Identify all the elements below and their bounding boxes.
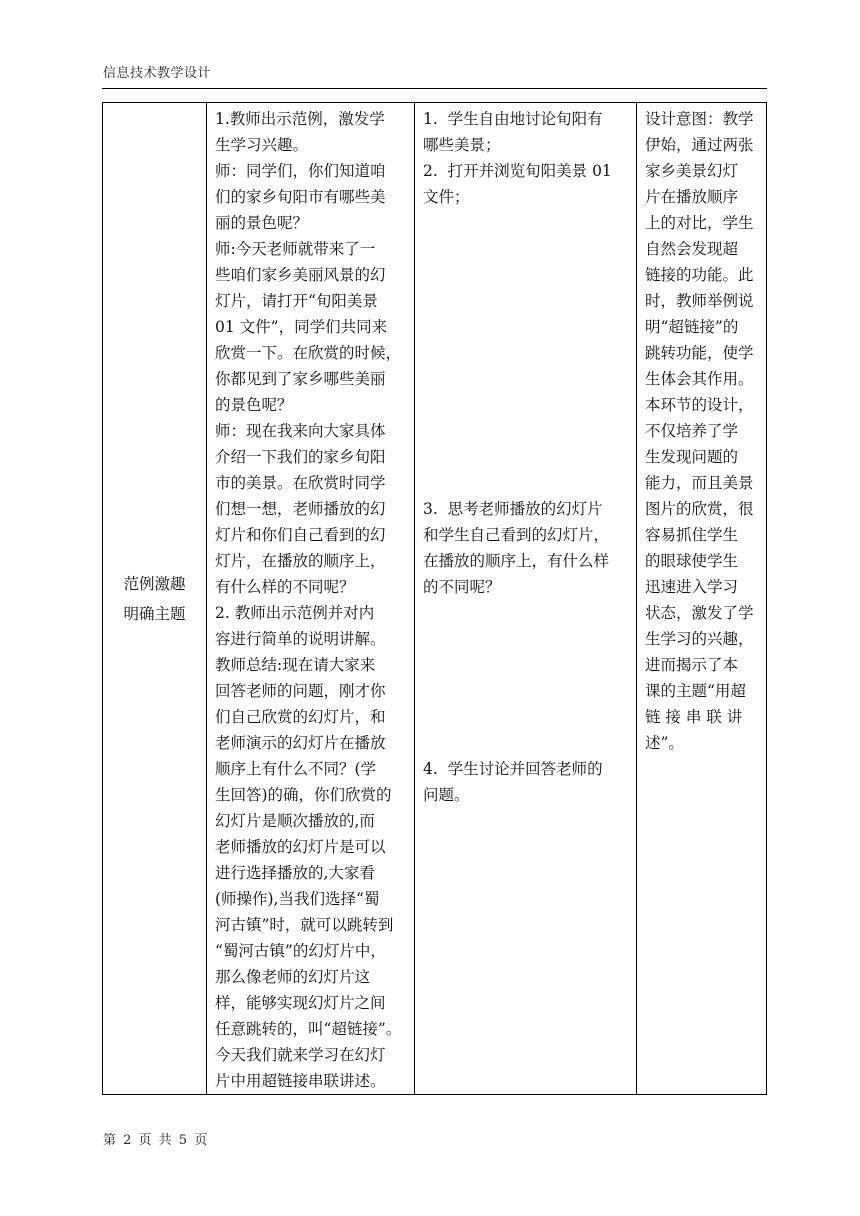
cell-text-line: 样，能够实现幻灯片之间: [215, 994, 386, 1012]
cell-text-line: 片中用超链接串联讲述。: [215, 1072, 386, 1090]
cell-text-line: [423, 444, 630, 470]
cell-text-line: 市的美景。在欣赏时同学: [215, 474, 386, 492]
cell-text-line: 们自己欣赏的幻灯片，和: [215, 708, 386, 726]
cell-text-line: [423, 678, 630, 704]
stage-cell: [103, 103, 207, 1095]
cell-text-line: 丽的景色呢？: [215, 214, 309, 232]
cell-text-line: [423, 262, 630, 288]
page-number-footer: 第 2 页 共 5 页: [103, 1133, 208, 1148]
cell-text-line: [423, 600, 630, 626]
cell-text-line: 河古镇”时，就可以跳转到: [215, 916, 394, 934]
cell-text-line: [423, 210, 630, 236]
cell-text-line: “蜀河古镇”的幻灯片中，: [215, 942, 386, 960]
cell-text-line: [423, 366, 630, 392]
cell-text-line: 设计意图：教学: [645, 110, 754, 128]
cell-text-line: [423, 652, 630, 678]
cell-text-line: 你都见到了家乡哪些美丽: [215, 370, 386, 388]
cell-text-line: 链 接 串 联 讲: [645, 708, 743, 726]
cell-text-line: [423, 470, 630, 496]
cell-text-line: 些咱们家乡美丽风景的幻: [215, 266, 386, 284]
cell-text-line: 那么像老师的幻灯片这: [215, 968, 371, 986]
cell-text-line: 1.教师出示范例，激发学: [215, 110, 385, 128]
cell-text-line: 们想一想，老师播放的幻: [215, 500, 386, 518]
cell-text-line: 生回答)的确，你们欣赏的: [215, 786, 392, 804]
cell-text-line: 述”。: [645, 734, 684, 752]
stage-label-line: 明确主题: [123, 604, 186, 623]
cell-text-line: 灯片，请打开“旬阳美景: [215, 292, 378, 310]
cell-text-line: 能力，而且美景: [645, 474, 754, 492]
stage-label-line: 范例激趣: [123, 574, 186, 593]
cell-text-line: 状态，激发了学: [645, 604, 754, 622]
cell-text-line: 2. 打开并浏览旬阳美景 01: [423, 162, 612, 180]
cell-text-line: 的不同呢？: [423, 578, 501, 596]
cell-text-line: 今天我们就来学习在幻灯: [215, 1046, 386, 1064]
cell-text-line: 师：同学们，你们知道咱: [215, 162, 386, 180]
cell-text-line: 有什么样的不同呢？: [215, 578, 355, 596]
cell-text-line: 欣赏一下。在欣赏的时候，: [215, 344, 402, 362]
cell-text-line: 图片的欣赏，很: [645, 500, 754, 518]
cell-text-line: [423, 418, 630, 444]
cell-text-line: 幻灯片是顺次播放的,而: [215, 812, 375, 830]
cell-text-line: 老师演示的幻灯片在播放: [215, 734, 386, 752]
cell-text-line: 哪些美景；: [423, 136, 501, 154]
cell-text-line: 生学习的兴趣，: [645, 630, 754, 648]
cell-text-line: 跳转功能，使学: [645, 344, 754, 362]
cell-text-line: 生发现问题的: [645, 448, 739, 466]
cell-text-line: 教师总结:现在请大家来: [215, 656, 376, 674]
cell-text-line: 3. 思考老师播放的幻灯片: [423, 500, 603, 518]
cell-text-line: 师:今天老师就带来了一: [215, 240, 376, 258]
table-row: [103, 103, 767, 1095]
cell-text-line: 迅速进入学习: [645, 578, 739, 596]
cell-text-line: 们的家乡旬阳市有哪些美: [215, 188, 386, 206]
student-activity-cell: [415, 103, 637, 1095]
cell-text-line: 伊始，通过两张: [645, 136, 754, 154]
cell-text-line: 4. 学生讨论并回答老师的: [423, 760, 603, 778]
cell-text-line: 进行选择播放的,大家看: [215, 864, 375, 882]
cell-text-line: [423, 730, 630, 756]
cell-text-line: [423, 340, 630, 366]
cell-text-line: 顺序上有什么不同？(学: [215, 760, 377, 778]
cell-text-line: 任意跳转的，叫“超链接”。: [215, 1020, 402, 1038]
document-header: 信息技术教学设计: [103, 66, 212, 81]
cell-text-line: [423, 288, 630, 314]
cell-text-line: 介绍一下我们的家乡旬阳: [215, 448, 386, 466]
cell-text-line: 文件；: [423, 188, 470, 206]
cell-text-line: [423, 314, 630, 340]
cell-text-line: [423, 236, 630, 262]
cell-text-line: [423, 704, 630, 730]
cell-text-line: 回答老师的问题，刚才你: [215, 682, 386, 700]
cell-text-line: 片在播放顺序: [645, 188, 739, 206]
cell-text-line: 和学生自己看到的幻灯片，: [423, 526, 610, 544]
cell-text-line: 链接的功能。此: [645, 266, 754, 284]
header-divider: [102, 88, 767, 89]
cell-text-line: 2. 教师出示范例并对内: [215, 604, 375, 622]
cell-text-line: 生体会其作用。: [645, 370, 754, 388]
lesson-plan-table: [102, 102, 767, 1095]
cell-text-line: 的景色呢？: [215, 396, 293, 414]
cell-text-line: 不仅培养了学: [645, 422, 739, 440]
cell-text-line: 灯片和你们自己看到的幻: [215, 526, 386, 544]
cell-text-line: 进而揭示了本: [645, 656, 739, 674]
cell-text-line: [423, 626, 630, 652]
cell-text-line: 自然会发现超: [645, 240, 739, 258]
cell-text-line: 明“超链接”的: [645, 318, 739, 336]
cell-text-line: 容易抓住学生: [645, 526, 739, 544]
design-intent-cell: [637, 103, 767, 1095]
cell-text-line: 的眼球使学生: [645, 552, 739, 570]
cell-text-line: 师：现在我来向大家具体: [215, 422, 386, 440]
cell-text-line: 1. 学生自由地讨论旬阳有: [423, 110, 603, 128]
cell-text-line: 老师播放的幻灯片是可以: [215, 838, 386, 856]
cell-text-line: 生学习兴趣。: [215, 136, 309, 154]
cell-text-line: 容进行简单的说明讲解。: [215, 630, 386, 648]
cell-text-line: 本环节的设计，: [645, 396, 754, 414]
cell-text-line: 时，教师举例说: [645, 292, 754, 310]
cell-text-line: 灯片，在播放的顺序上，: [215, 552, 386, 570]
cell-text-line: 课的主题“用超: [645, 682, 746, 700]
cell-text-line: 在播放的顺序上，有什么样: [423, 552, 610, 570]
cell-text-line: (师操作),当我们选择“蜀: [215, 890, 380, 908]
cell-text-line: 上的对比，学生: [645, 214, 754, 232]
cell-text-line: 问题。: [423, 786, 470, 804]
cell-text-line: 家乡美景幻灯: [645, 162, 739, 180]
cell-text-line: 01 文件”，同学们共同来: [215, 318, 388, 336]
cell-text-line: [423, 392, 630, 418]
teacher-activity-cell: [207, 103, 415, 1095]
